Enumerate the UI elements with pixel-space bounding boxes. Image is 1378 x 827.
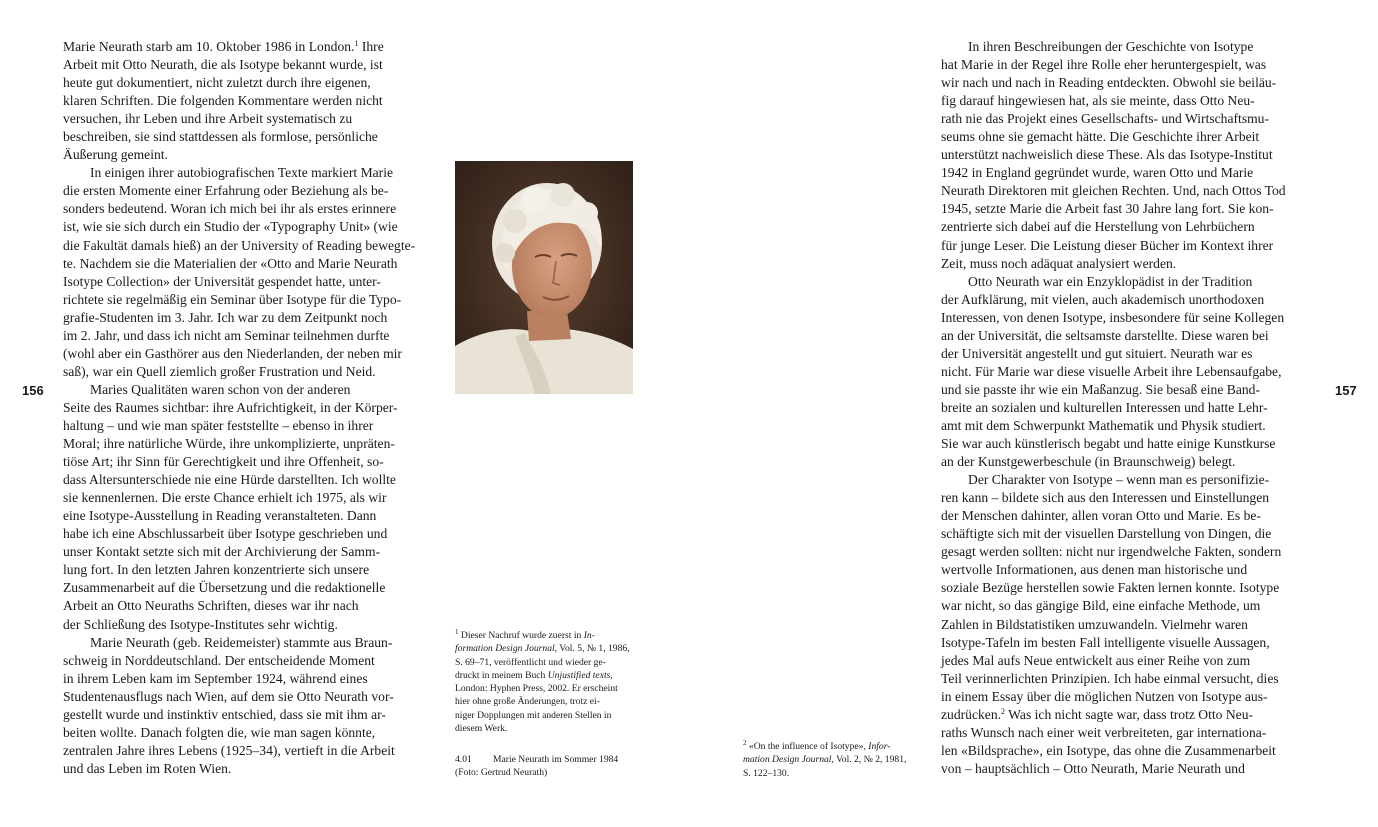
photo-caption <box>455 753 618 780</box>
italic-title: mation Design Journal <box>743 754 832 766</box>
left-column-line: Studentenausflugs nach Wien, auf dem sie Otto Neurath vor- <box>63 688 394 704</box>
left-text-column <box>63 38 443 778</box>
left-column-line: beschreiben, sie sind stattdessen als formlose, persönliche <box>63 129 378 145</box>
right-column-line: in einem Essay über die möglichen Nutzen von Isotype aus- <box>941 688 1268 704</box>
footnote-1-line: hier ohne große Änderungen, trotz ei- <box>455 696 600 708</box>
left-column-line: die Fakultät damals hieß) an der University of Reading bewegte- <box>63 237 416 253</box>
right-column-line: an der Universität, die seltsamste darstellte. Diese waren bei <box>941 327 1269 343</box>
left-column-line: klaren Schriften. Die folgenden Kommentare werden nicht <box>63 93 383 109</box>
right-column-line: Der Charakter von Isotype – wenn man es personifizie- <box>968 472 1270 488</box>
right-column-line: Otto Neurath war ein Enzyklopädist in der Tradition <box>968 273 1253 289</box>
left-column-line: schweig in Norddeutschland. Der entscheidende Moment <box>63 652 375 668</box>
right-column-line: wir nach und nach in Reading entdeckten. Obwohl sie beiläu- <box>941 75 1277 91</box>
footnote-2-line: S. 122–130. <box>743 767 790 779</box>
right-column-line: wertvolle Informationen, aus denen man historische und <box>941 562 1248 578</box>
right-column-line: len «Bildsprache», ein Isotype, das ohne die Zusammenarbeit <box>941 742 1276 758</box>
left-column-line: Seite des Raumes sichtbar: ihre Aufrichtigkeit, in der Körper- <box>63 399 398 415</box>
caption-line-2: (Foto: Gertrud Neurath) <box>455 767 548 779</box>
left-column-line: richtete sie regelmäßig ein Seminar über Isotype für die Typo- <box>63 291 402 307</box>
footnote-2-line <box>743 740 906 753</box>
text-segment: , <box>610 669 613 681</box>
left-column-line: und das Leben im Roten Wien. <box>63 760 232 776</box>
right-column-line: soziale Bezüge herstellen sowie Fakten lernen konnte. Isotype <box>941 580 1280 596</box>
left-column-line: unser Kontakt setzte sich mit der Archivierung der Samm- <box>63 544 381 560</box>
left-column-line: sonders bedeutend. Woran ich mich bei ihr als erstes erinnere <box>63 201 397 217</box>
footnote-marker: 2 <box>1001 706 1006 716</box>
left-column-line: Maries Qualitäten waren schon von der anderen <box>90 381 351 397</box>
right-column-line: war nicht, so das gängige Bild, eine einfache Methode, um <box>941 598 1261 614</box>
portrait-photo <box>455 161 633 394</box>
left-column-line: ist, wie sie sich durch ein Studio der «Typography Unit» (wie <box>63 219 398 235</box>
left-column-line: habe ich eine Abschlussarbeit über Isotype geschrieben und <box>63 526 388 542</box>
text-segment: Dieser Nachruf wurde zuerst in <box>458 630 584 641</box>
left-column-line: Zusammenarbeit auf die Übersetzung und die redaktionelle <box>63 580 386 596</box>
right-column-line: fig darauf hingewiesen hat, als sie meinte, dass Otto Neu- <box>941 93 1255 109</box>
footnote-marker: 1 <box>354 39 359 48</box>
right-column-line: unterstützt nachweislich diese These. Als das Isotype-Institut <box>941 147 1273 163</box>
italic-title: In- <box>583 630 595 641</box>
text-segment: Marie Neurath starb am 10. Oktober 1986 in London. <box>63 39 355 54</box>
right-column-line: der Aufklärung, mit vielen, auch akademisch unorthodoxen <box>941 291 1265 307</box>
footnote-2-line <box>743 753 906 766</box>
right-column-line: Teil verinnerlichten Prinzipien. Ich habe einmal versucht, dies <box>941 670 1279 686</box>
right-column-line: der Menschen dahinter, allen voran Otto und Marie. Es be- <box>941 508 1261 524</box>
right-column-line: an der Kunstgewerbeschule (in Braunschweig) belegt. <box>941 454 1236 470</box>
footnote-1-line: niger Dopplungen mit anderen Stellen in <box>455 709 612 721</box>
right-column-line: gesagt werden sollten: nicht nur irgendwelche Fakten, sondern <box>941 544 1282 560</box>
text-segment: , Vol. 5, № 1, 1986, <box>554 643 630 655</box>
left-column-line: versuchen, ihr Leben und ihre Arbeit systematisch zu <box>63 111 353 127</box>
right-column-line: raths Wunsch nach einer weit verbreiteten, gar internationa- <box>941 724 1267 740</box>
right-column-line: breite an sozialen und kulturellen Interessen und hatte Lehr- <box>941 399 1268 415</box>
left-column-line: gestellt wurde und instinktiv entschied, dass sie mit ihm ar- <box>63 706 386 722</box>
footnote-1-line: S. 69–71, veröffentlicht und wieder ge- <box>455 656 606 668</box>
right-column-line: seums ohne sie gemacht hätte. Die Geschichte ihrer Arbeit <box>941 129 1260 145</box>
text-segment: druckt in meinem Buch <box>455 669 548 681</box>
left-column-line: dass Altersunterschiede nie eine Hürde darstellten. Ich wollte <box>63 472 396 488</box>
text-segment: , Vol. 2, № 2, 1981, <box>831 754 907 766</box>
right-column-line: rath nie das Projekt eines Gesellschafts- und Wirtschaftsmu- <box>941 111 1270 127</box>
left-column-line: saß), war ein Quell ziemlich großer Frustration und Neid. <box>63 363 376 379</box>
footnote-marker: 2 <box>743 739 747 747</box>
right-column-line: und sie passte ihr wie ein Maßanzug. Sie besaß eine Band- <box>941 381 1260 397</box>
text-segment: «On the influence of Isotype», <box>746 741 869 752</box>
right-text-column <box>941 38 1326 778</box>
footnote-1-line <box>455 642 630 655</box>
footnote-1 <box>455 629 630 735</box>
left-column-line: in ihrem Leben kam im September 1924, während eines <box>63 670 368 686</box>
left-column-line: In einigen ihrer autobiografischen Texte markiert Marie <box>90 165 394 181</box>
left-column-line: (wohl aber ein Gasthörer aus den Niederlanden, der neben mir <box>63 345 402 361</box>
left-column-line: Arbeit mit Otto Neurath, die als Isotype bekannt wurde, ist <box>63 57 383 73</box>
left-column-line: Marie Neurath (geb. Reidemeister) stammte aus Braun- <box>90 634 393 650</box>
footnote-2 <box>743 740 906 780</box>
left-column-line: tiöse Art; ihr Sinn für Gerechtigkeit und ihre Offenheit, so- <box>63 454 384 470</box>
italic-title: Infor- <box>868 741 891 752</box>
figure-number: 4.01 <box>455 754 472 765</box>
footnote-1-line <box>455 629 630 642</box>
footnote-1-line: London: Hyphen Press, 2002. Er erscheint <box>455 683 618 695</box>
footnote-marker: 1 <box>455 628 459 636</box>
text-segment: Ihre <box>358 39 384 54</box>
left-column-line: im 2. Jahr, und dass ich nicht am Seminar teilnehmen durfte <box>63 327 390 343</box>
left-column-line: Moral; ihre natürliche Würde, ihre unkomplizierte, unpräten- <box>63 436 395 452</box>
left-column-line: Arbeit an Otto Neuraths Schriften, dieses war ihr nach <box>63 598 359 614</box>
right-column-line: hat Marie in der Regel ihre Rolle eher heruntergespielt, was <box>941 57 1267 73</box>
left-column-line: Isotype Collection» der Universität gespendet hatte, unter- <box>63 273 381 289</box>
right-column-line: ren kann – bildete sich aus den Interessen und Einstellungen <box>941 490 1270 506</box>
right-column-line: der Universität angestellt und gut situiert. Neurath war es <box>941 345 1253 361</box>
page-number-right: 157 <box>1335 383 1357 398</box>
right-column-line: nicht. Für Marie war diese visuelle Arbeit ihre Lebensaufgabe, <box>941 363 1282 379</box>
right-column-line: amt mit dem Schwerpunkt Mathematik und Physik studiert. <box>941 417 1266 433</box>
left-column-line: eine Isotype-Ausstellung in Reading veranstalteten. Dann <box>63 508 377 524</box>
right-column-line: Zeit, muss noch adäquat analysiert werden. <box>941 255 1177 271</box>
left-column-line: heute gut dokumentiert, nicht zuletzt durch ihre eigenen, <box>63 75 371 91</box>
left-column-line: beiten wollte. Danach folgten die, wie man sagen könnte, <box>63 724 376 740</box>
right-column-line: von – hauptsächlich – Otto Neurath, Marie Neurath und <box>941 760 1245 776</box>
right-column-line: für junge Leser. Die Leistung dieser Bücher im Kontext ihrer <box>941 237 1274 253</box>
right-column-line: Interessen, von denen Isotype, insbesondere für seine Kollegen <box>941 309 1285 325</box>
text-segment: zudrücken. <box>941 706 1002 722</box>
right-column-line: Sie war auch künstlerisch begabt und hatte einige Kunstkurse <box>941 436 1276 452</box>
left-column-line <box>63 38 443 56</box>
left-column-line: haltung – und wie man später feststellte – ebenso in ihrer <box>63 417 374 433</box>
right-column-line: 1945, setzte Marie die Arbeit fast 30 Jahre lang fort. Sie kon- <box>941 201 1274 217</box>
text-segment: Was ich nicht sagte war, dass trotz Otto Neu- <box>1005 706 1254 722</box>
right-column-line: zentrierte sich dabei auf die Herstellung von Lehrbüchern <box>941 219 1255 235</box>
left-column-line: sie kennenlernen. Die erste Chance erhielt ich 1975, als wir <box>63 490 387 506</box>
right-column-line: jedes Mal aufs Neue entwickelt aus einer Reihe von zum <box>941 652 1251 668</box>
portrait-image <box>455 161 633 394</box>
left-column-line: te. Nachdem sie die Materialien der «Otto and Marie Neurath <box>63 255 398 271</box>
left-column-line: Äußerung gemeint. <box>63 147 168 163</box>
right-column-line: In ihren Beschreibungen der Geschichte von Isotype <box>968 39 1254 54</box>
caption-line-1: Marie Neurath im Sommer 1984 <box>493 754 619 765</box>
page-number-left: 156 <box>22 383 44 398</box>
left-column-line: zentralen Jahre ihres Lebens (1925–34), vertieft in die Arbeit <box>63 742 395 758</box>
footnote-1-line <box>455 669 630 682</box>
left-column-line: lung fort. In den letzten Jahren konzentrierte sich unsere <box>63 562 370 578</box>
right-column-line: Isotype-Tafeln im besten Fall intelligente visuelle Aussagen, <box>941 634 1270 650</box>
italic-title: Unjustified texts <box>547 669 611 681</box>
italic-title: formation Design Journal <box>455 643 555 655</box>
footnote-1-line: diesem Werk. <box>455 723 508 735</box>
right-column-line: 1942 in England gegründet wurde, waren Otto und Marie <box>941 165 1254 181</box>
right-column-line: schäftigte sich mit der visuellen Darstellung von Dingen, die <box>941 526 1272 542</box>
left-column-line: die ersten Momente einer Erfahrung oder Beziehung als be- <box>63 183 389 199</box>
right-column-line <box>941 706 1326 724</box>
right-column-line: Zahlen in Bildstatistiken umzuwandeln. Vielmehr waren <box>941 616 1248 632</box>
left-column-line: der Schließung des Isotype-Institutes sehr wichtig. <box>63 616 338 632</box>
left-column-line: grafie-Studenten im 3. Jahr. Ich war zu dem Zeitpunkt noch <box>63 309 388 325</box>
right-column-line: Neurath Direktoren mit gleichen Rechten. Und, nach Ottos Tod <box>941 183 1286 199</box>
